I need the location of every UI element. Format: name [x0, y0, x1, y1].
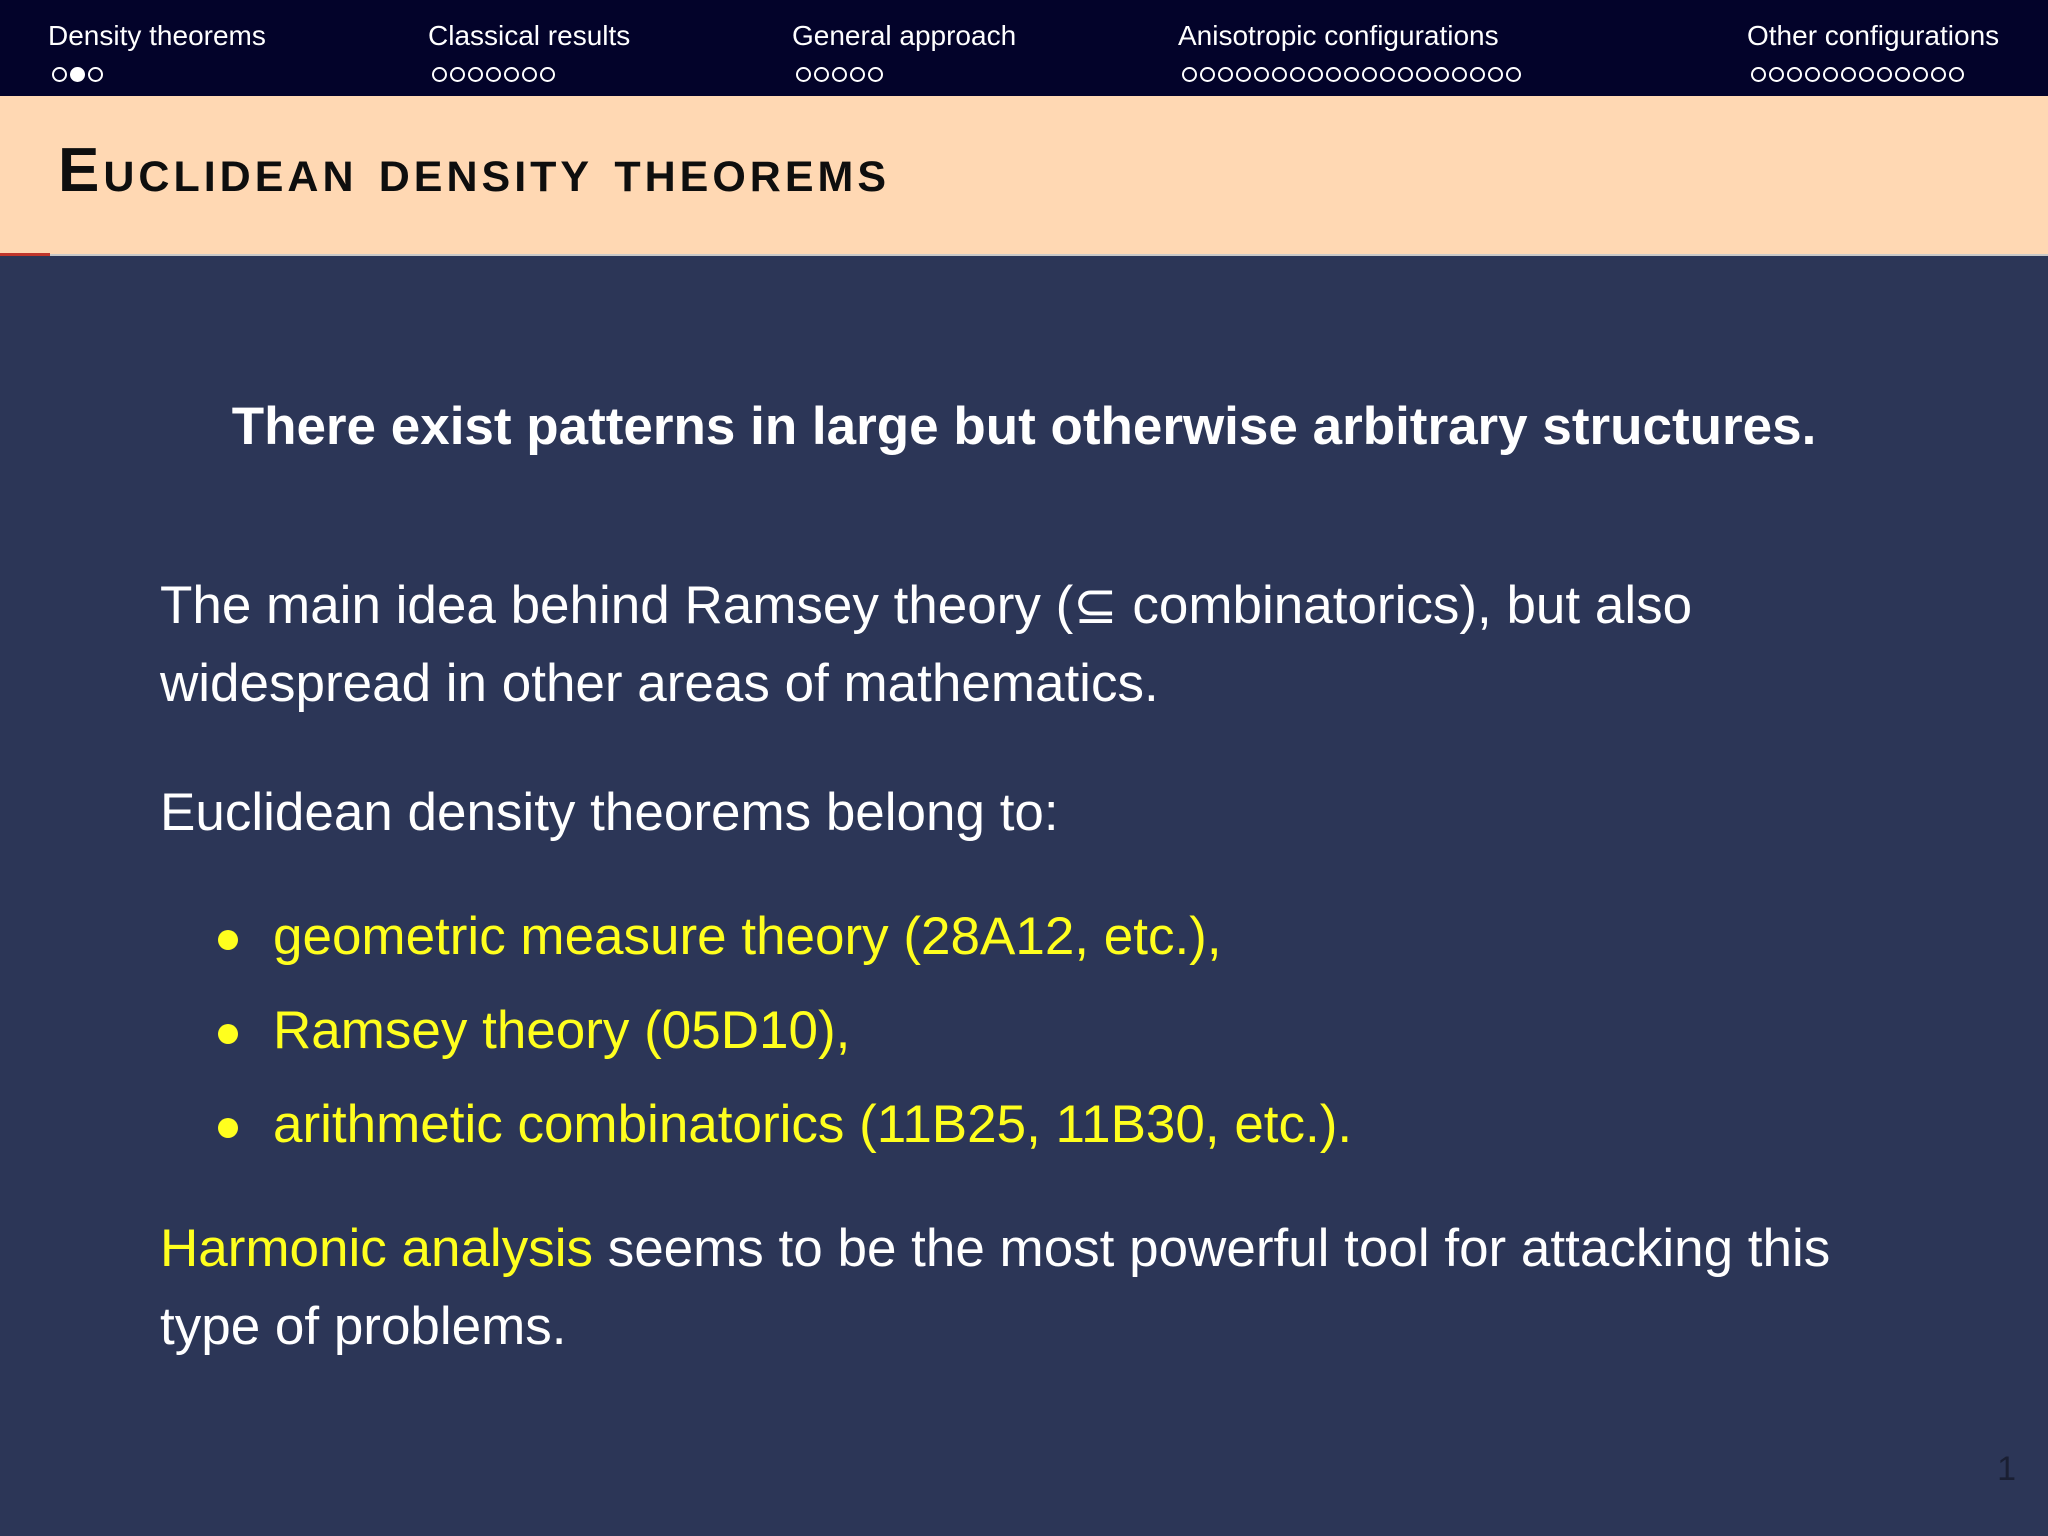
- nav-section-title[interactable]: Other configurations: [1747, 20, 2000, 51]
- conclusion-text: seems to be the most powerful tool for attacking this type of problems.: [160, 1219, 1831, 1356]
- bullet-dot-icon: [218, 1118, 238, 1138]
- slide-dot-icon[interactable]: [1434, 67, 1449, 82]
- slide-dot-icon[interactable]: [1787, 67, 1802, 82]
- highlighted-term: Harmonic analysis: [160, 1219, 593, 1278]
- slide-dot-icon[interactable]: [1362, 67, 1377, 82]
- slide-dot-icon[interactable]: [1452, 67, 1467, 82]
- belongs-to-paragraph: Euclidean density theorems belong to:: [160, 783, 1059, 842]
- slide-dot-icon[interactable]: [1751, 67, 1766, 82]
- frame-title-band: [0, 96, 2048, 256]
- nav-section-title[interactable]: Anisotropic configurations: [1178, 20, 1499, 51]
- slide-dot-icon[interactable]: [1398, 67, 1413, 82]
- slide-dot-icon[interactable]: [850, 67, 865, 82]
- intro-paragraph: [160, 567, 1920, 723]
- slide-dot-icon[interactable]: [1949, 67, 1964, 82]
- slide-dot-icon[interactable]: [1769, 67, 1784, 82]
- current-slide-dot-icon[interactable]: [70, 67, 85, 82]
- slide-dot-icon[interactable]: [432, 67, 447, 82]
- intro-text-start: The main idea behind Ramsey theory (: [160, 576, 1074, 635]
- list-item-text: geometric measure theory (28A12, etc.),: [273, 907, 1222, 966]
- frame-title: Euclidean density theorems: [58, 136, 891, 205]
- slide-dot-icon[interactable]: [1416, 67, 1431, 82]
- slide-dot-icon[interactable]: [540, 67, 555, 82]
- section-navigation-bar: [0, 0, 2048, 96]
- slide-dot-icon[interactable]: [1200, 67, 1215, 82]
- slide-dot-icon[interactable]: [832, 67, 847, 82]
- nav-section-title[interactable]: General approach: [792, 20, 1017, 51]
- page-number: 1: [1997, 1450, 2016, 1488]
- conclusion-paragraph: [160, 1210, 1920, 1366]
- slide-dot-icon[interactable]: [1272, 67, 1287, 82]
- slide-dot-icon[interactable]: [1218, 67, 1233, 82]
- nav-section-slide-dots: [1751, 67, 1964, 82]
- subset-symbol: ⊆: [1073, 576, 1118, 635]
- slide-dot-icon[interactable]: [1877, 67, 1892, 82]
- slide-dot-icon[interactable]: [1913, 67, 1928, 82]
- slide-dot-icon[interactable]: [522, 67, 537, 82]
- bullet-dot-icon: [218, 1024, 238, 1044]
- slide-dot-icon[interactable]: [88, 67, 103, 82]
- slide-dot-icon[interactable]: [504, 67, 519, 82]
- slide-dot-icon[interactable]: [868, 67, 883, 82]
- slide-dot-icon[interactable]: [1841, 67, 1856, 82]
- slide-dot-icon[interactable]: [1308, 67, 1323, 82]
- nav-section-slide-dots: [796, 67, 883, 82]
- slide-dot-icon[interactable]: [1380, 67, 1395, 82]
- nav-section-title[interactable]: Classical results: [428, 20, 631, 51]
- slide-dot-icon[interactable]: [1326, 67, 1341, 82]
- slide-dot-icon[interactable]: [1895, 67, 1910, 82]
- slide-dot-icon[interactable]: [468, 67, 483, 82]
- slide-dot-icon[interactable]: [52, 67, 67, 82]
- slide-dot-icon[interactable]: [1931, 67, 1946, 82]
- intro-text-end: combinatorics), but also widespread in other areas of mathematics.: [160, 576, 1693, 713]
- title-accent-bar: [0, 253, 50, 256]
- slide-dot-icon[interactable]: [1488, 67, 1503, 82]
- slide-dot-icon[interactable]: [1182, 67, 1197, 82]
- slide-dot-icon[interactable]: [1823, 67, 1838, 82]
- slide-dot-icon[interactable]: [1470, 67, 1485, 82]
- slide-dot-icon[interactable]: [1344, 67, 1359, 82]
- slide-dot-icon[interactable]: [796, 67, 811, 82]
- slide-dot-icon[interactable]: [1236, 67, 1251, 82]
- list-item-text: arithmetic combinatorics (11B25, 11B30, etc.).: [273, 1095, 1353, 1154]
- nav-section-title[interactable]: Density theorems: [48, 20, 266, 51]
- slide-dot-icon[interactable]: [1506, 67, 1521, 82]
- slide-dot-icon[interactable]: [450, 67, 465, 82]
- list-item-text: Ramsey theory (05D10),: [273, 1001, 851, 1060]
- slide-dot-icon[interactable]: [814, 67, 829, 82]
- slide-dot-icon[interactable]: [1805, 67, 1820, 82]
- nav-section-slide-dots: [1182, 67, 1521, 82]
- slide-dot-icon[interactable]: [1290, 67, 1305, 82]
- nav-section-slide-dots: [432, 67, 555, 82]
- slide-dot-icon[interactable]: [1254, 67, 1269, 82]
- slide-dot-icon[interactable]: [486, 67, 501, 82]
- bullet-dot-icon: [218, 930, 238, 950]
- slide-dot-icon[interactable]: [1859, 67, 1874, 82]
- slide-tagline: There exist patterns in large but otherwise arbitrary structures.: [231, 397, 1817, 456]
- nav-section-slide-dots: [52, 67, 103, 82]
